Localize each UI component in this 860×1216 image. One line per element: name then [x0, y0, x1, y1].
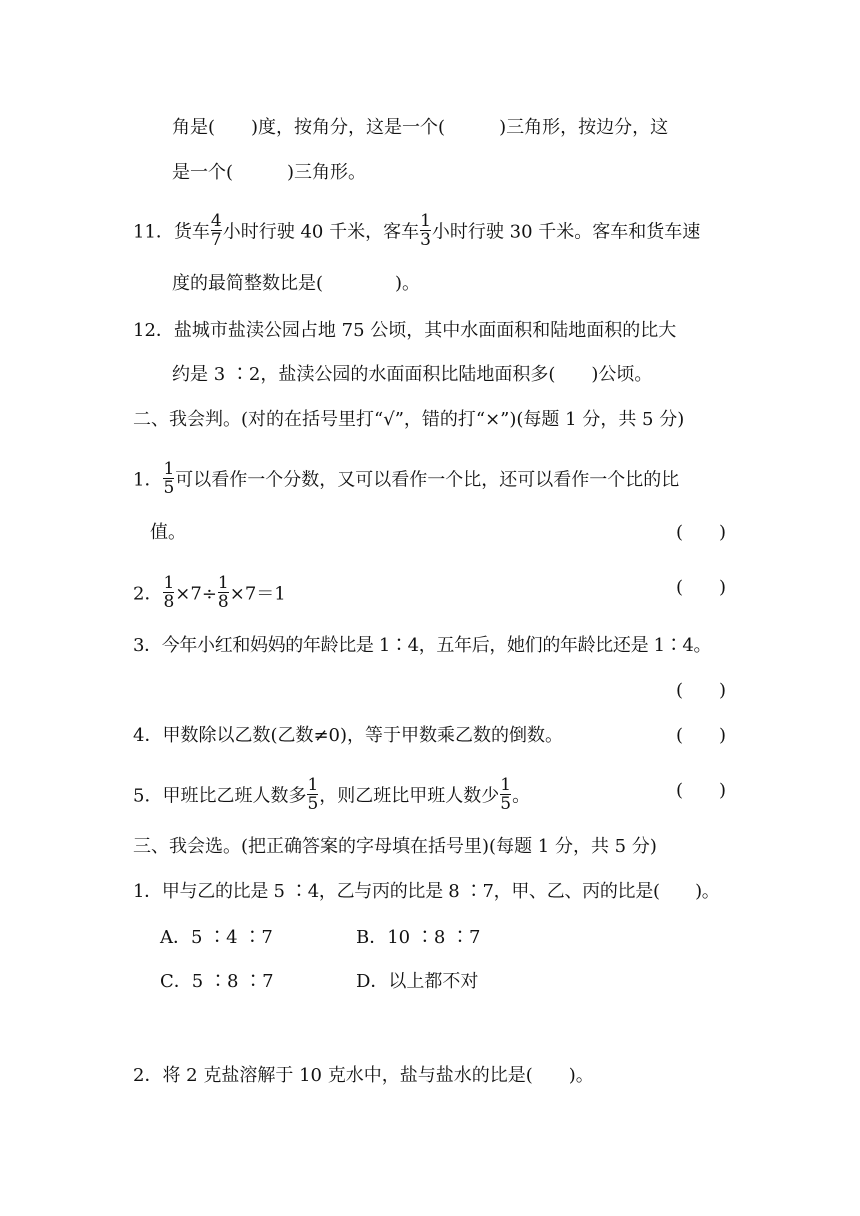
q10-continuation-line1: 角是( )度，按角分，这是一个( )三角形，按边分，这	[172, 117, 669, 138]
answer-blank[interactable]: ( )	[676, 577, 727, 598]
fraction: $\frac{1}{3}$	[420, 211, 431, 250]
option-d[interactable]: D．以上都不对	[356, 971, 479, 992]
question-11: 11．货车 $\frac{4}{7}$ 小时行驶 40 千米，客车 $\frac{1}{3}$ 小时行驶 30 千米。客车和货车速	[133, 211, 701, 250]
option-c[interactable]: C．5 ∶8 ∶7	[160, 971, 274, 992]
choice-question-2: 2．将 2 克盐溶解于 10 克水中，盐与盐水的比是( )。	[133, 1065, 594, 1086]
judge-question-4: 4．甲数除以乙数(乙数≠0)，等于甲数乘乙数的倒数。	[133, 725, 564, 746]
fraction: $\frac{1}{8}$	[163, 573, 175, 612]
question-12-line2: 约是 3 ∶2，盐渎公园的水面面积比陆地面积多( )公顷。	[172, 364, 653, 385]
judge-question-3: 3．今年小红和妈妈的年龄比是 1∶4，五年后，她们的年龄比还是 1∶4。	[133, 635, 712, 656]
question-12-line1: 12．盐城市盐渎公园占地 75 公顷，其中水面面积和陆地面积的比大	[133, 320, 677, 341]
fraction: $\frac{4}{7}$	[210, 211, 222, 250]
question-number: 11．	[133, 221, 174, 243]
answer-blank[interactable]: ( )	[676, 680, 727, 701]
question-number: 1．	[133, 469, 163, 491]
section-2-heading: 二、我会判。(对的在括号里打“√”，错的打“×”)(每题 1 分，共 5 分)	[133, 409, 685, 430]
fraction: $\frac{1}{8}$	[217, 573, 229, 612]
section-3-heading: 三、我会选。(把正确答案的字母填在括号里)(每题 1 分，共 5 分)	[133, 836, 657, 857]
question-number: 2．	[133, 583, 163, 605]
answer-blank[interactable]: ( )	[676, 780, 727, 801]
answer-blank[interactable]: ( )	[676, 725, 727, 746]
fraction: $\frac{1}{5}$	[163, 459, 175, 498]
answer-blank[interactable]: ( )	[676, 522, 727, 543]
fraction: $\frac{1}{5}$	[307, 775, 319, 814]
judge-question-1: 1． $\frac{1}{5}$ 可以看作一个分数，又可以看作一个比，还可以看作一个比的比	[133, 459, 680, 498]
judge-question-1-line2: 值。	[150, 522, 186, 543]
question-11-line2: 度的最简整数比是( )。	[172, 273, 421, 294]
fraction: $\frac{1}{5}$	[500, 775, 512, 814]
q10-continuation-line2: 是一个( )三角形。	[172, 162, 367, 183]
choice-question-1: 1．甲与乙的比是 5 ∶4，乙与丙的比是 8 ∶7，甲、乙、丙的比是( )。	[133, 881, 720, 902]
judge-question-2: 2． $\frac{1}{8}$ ×7÷ $\frac{1}{8}$ ×7＝1	[133, 573, 286, 612]
option-b[interactable]: B．10 ∶8 ∶7	[356, 927, 481, 948]
judge-question-5: 5．甲班比乙班人数多 $\frac{1}{5}$ ，则乙班比甲班人数少 $\frac{1}{5}$ 。	[133, 775, 531, 814]
option-a[interactable]: A．5 ∶4 ∶7	[160, 927, 273, 948]
